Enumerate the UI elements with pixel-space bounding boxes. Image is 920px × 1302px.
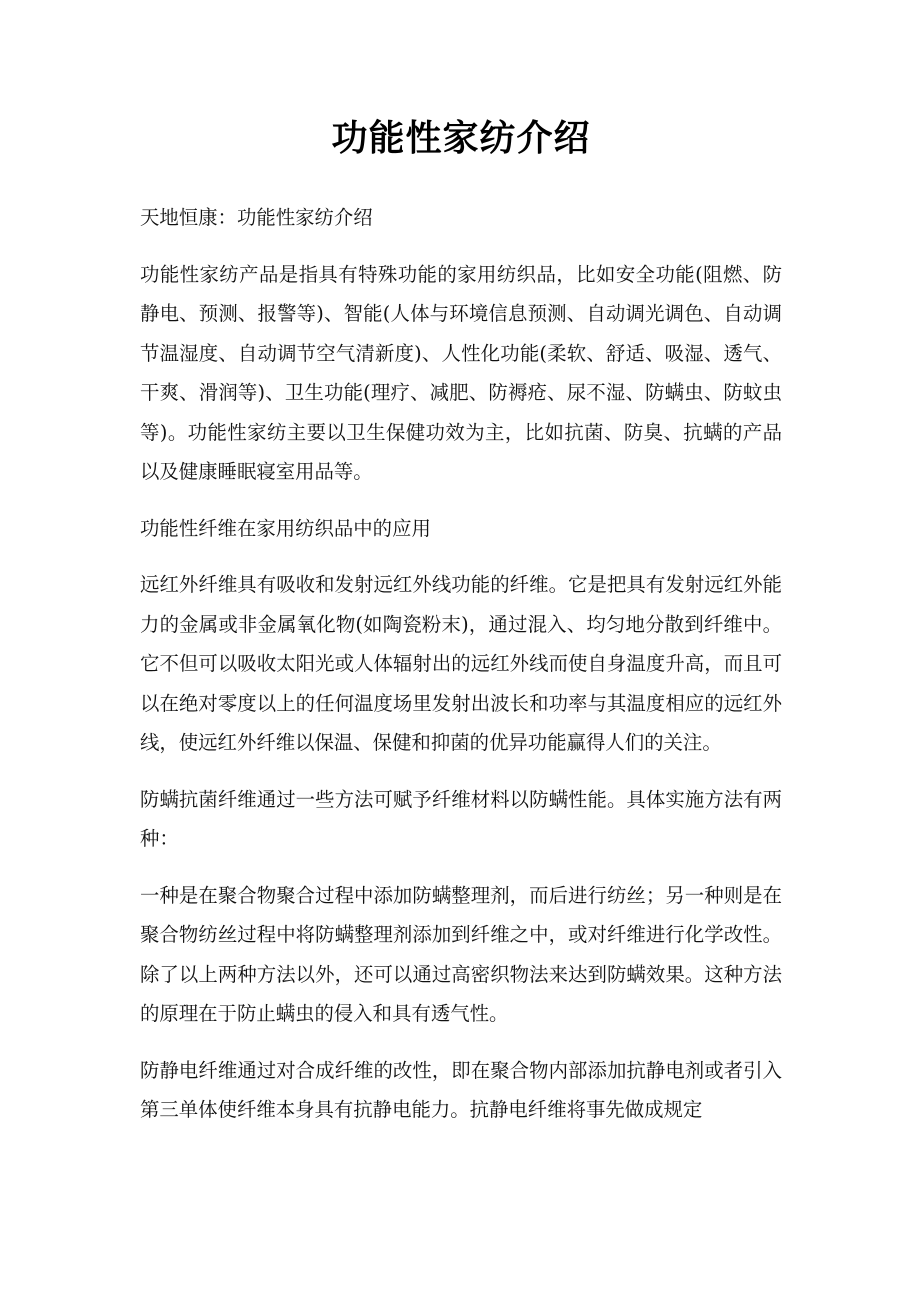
section-heading-fiber-application: 功能性纤维在家用纺织品中的应用	[140, 516, 431, 540]
paragraph-antistatic: 防静电纤维通过对合成纤维的改性，即在聚合物内部添加抗静电剂或者引入第三单体使纤维本身具有抗静电能力。抗静电纤维将事先做成规定	[140, 1058, 782, 1121]
document-title: 功能性家纺介绍	[331, 117, 591, 159]
document-page	[140, 0, 782, 1130]
document-subtitle: 天地恒康：功能性家纺介绍	[140, 206, 373, 229]
paragraph-intro: 功能性家纺产品是指具有特殊功能的家用纺织品，比如安全功能(阻燃、防静电、预测、报警等)、智能(人体与环境信息预测、自动调光调色、自动调节温湿度、自动调节空气清新度)、人性化功能(柔软、舒适、吸湿、透气、干爽、滑润等)、卫生功能(理疗、减肥、防褥疮、尿不湿、防螨虫、防蚊虫等)。功能性家纺主要以卫生保健功效为主，比如抗菌、防臭、抗螨的产品以及健康睡眠寝室用品等。	[140, 262, 782, 483]
paragraph-anti-mite: 防螨抗菌纤维通过一些方法可赋予纤维材料以防螨性能。具体实施方法有两种：	[140, 787, 782, 850]
paragraph-methods: 一种是在聚合物聚合过程中添加防螨整理剂，而后进行纺丝；另一种则是在聚合物纺丝过程中将防螨整理剂添加到纤维之中，或对纤维进行化学改性。除了以上两种方法以外，还可以通过高密织物法来达到防螨效果。这种方法的原理在于防止螨虫的侵入和具有透气性。	[140, 883, 782, 1025]
paragraph-far-infrared: 远红外纤维具有吸收和发射远红外线功能的纤维。它是把具有发射远红外能力的金属或非金属氧化物(如陶瓷粉末)，通过混入、均匀地分散到纤维中。它不但可以吸收太阳光或人体辐射出的远红外线而使自身温度升高，而且可以在绝对零度以上的任何温度场里发射出波长和功率与其温度相应的远红外线，使远红外纤维以保温、保健和抑菌的优异功能赢得人们的关注。	[140, 573, 782, 754]
